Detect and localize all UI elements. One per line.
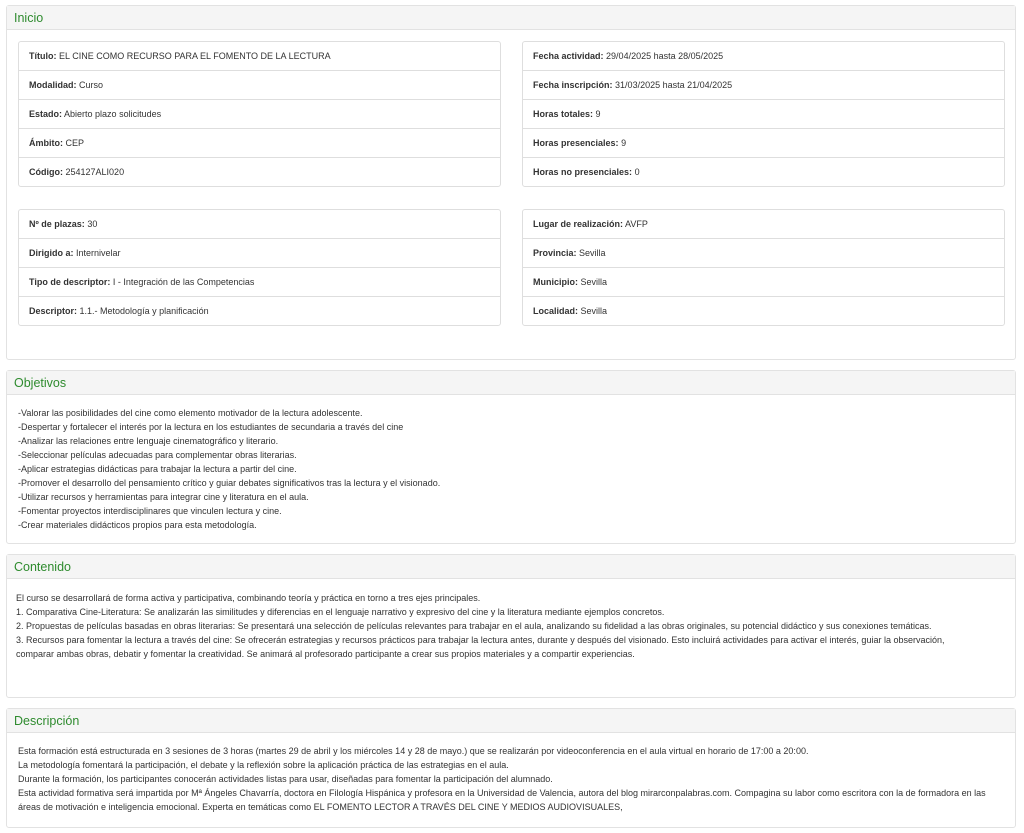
info-value: 0 xyxy=(634,167,640,177)
info-item xyxy=(19,210,500,238)
descripcion-text xyxy=(18,744,1005,814)
contenido-line: 2. Propuestas de películas basadas en obras literarias: Se presentará una selección de películas relevantes para trabajar en el aula, analizando su fidelidad a las obras originales, su potencial didáctico y sus conexiones temáticas. xyxy=(16,621,932,631)
objetivo-line: -Promover el desarrollo del pensamiento crítico y guiar debates significativos tras la lectura y el visionado. xyxy=(18,478,441,488)
objetivo-line: -Aplicar estrategias didácticas para trabajar la lectura a partir del cine. xyxy=(18,464,297,474)
info-item xyxy=(19,267,500,296)
descripcion-line: La metodología fomentará la participación, el debate y la reflexión sobre la aplicación práctica de las estrategias en el aula. xyxy=(18,760,509,770)
info-item xyxy=(19,99,500,128)
info-label: Horas presenciales: xyxy=(533,138,619,148)
info-value: 29/04/2025 hasta 28/05/2025 xyxy=(606,51,724,61)
descripcion-heading: Descripción xyxy=(7,709,1015,733)
info-item xyxy=(19,128,500,157)
objetivo-line: -Despertar y fortalecer el interés por la lectura en los estudiantes de secundaria a través del cine xyxy=(18,422,404,432)
info-value: Internivelar xyxy=(76,248,121,258)
info-label: Fecha inscripción: xyxy=(533,80,613,90)
info-label: Nº de plazas: xyxy=(29,219,85,229)
info-value: EL CINE COMO RECURSO PARA EL FOMENTO DE LA LECTURA xyxy=(59,51,331,61)
objetivo-line: -Seleccionar películas adecuadas para complementar obras literarias. xyxy=(18,450,297,460)
info-label: Dirigido a: xyxy=(29,248,74,258)
descripcion-line: Esta formación está estructurada en 3 sesiones de 3 horas (martes 29 de abril y los miércoles 14 y 28 de mayo.) que se realizarán por videoconferencia en el aula virtual en horario de 17:00 a 20:00. xyxy=(18,746,809,756)
objetivo-line: -Analizar las relaciones entre lenguaje cinematográfico y literario. xyxy=(18,436,279,446)
info-value: 254127ALI020 xyxy=(65,167,125,177)
info-item xyxy=(523,42,1004,70)
contenido-line: El curso se desarrollará de forma activa y participativa, combinando teoría y práctica en torno a tres ejes principales. xyxy=(16,593,481,603)
info-value: 9 xyxy=(621,138,627,148)
info-label: Localidad: xyxy=(533,306,579,316)
objetivos-panel xyxy=(6,370,1016,544)
info-value: AVFP xyxy=(625,219,648,229)
info-item xyxy=(523,296,1004,325)
info-value: Abierto plazo solicitudes xyxy=(64,109,162,119)
info-value: CEP xyxy=(65,138,85,148)
info-value: 31/03/2025 hasta 21/04/2025 xyxy=(615,80,733,90)
info-label: Tipo de descriptor: xyxy=(29,277,111,287)
objetivo-line: -Valorar las posibilidades del cine como elemento motivador de la lectura adolescente. xyxy=(18,408,363,418)
contenido-panel xyxy=(6,554,1016,698)
info-list-left-top xyxy=(18,41,501,187)
info-label: Municipio: xyxy=(533,277,578,287)
info-value: 1.1.- Metodología y planificación xyxy=(79,306,209,316)
contenido-text xyxy=(16,591,1005,661)
info-label: Modalidad: xyxy=(29,80,77,90)
contenido-line: 1. Comparativa Cine-Literatura: Se analizarán las similitudes y diferencias en el lenguaje narrativo y expresivo del cine y la literatura mediante ejemplos concretos. xyxy=(16,607,665,617)
info-label: Descriptor: xyxy=(29,306,78,316)
info-item xyxy=(19,70,500,99)
descripcion-line: Esta actividad formativa será impartida por Mª Ángeles Chavarría, doctora en Filología Hispánica y profesora en la Universidad de Valencia, autora del blog mirarconpalabras.com. Compagina su labor como escritora con la de formadora en las áreas de motivación e inteligencia emocional. Experta en temáticas como EL FOMENTO LECTOR A TRAVÉS DEL CINE Y MEDIOS AUDIOVISUALES, xyxy=(18,788,986,812)
objetivo-line: -Utilizar recursos y herramientas para integrar cine y literatura en el aula. xyxy=(18,492,309,502)
info-item xyxy=(523,267,1004,296)
info-item xyxy=(19,296,500,325)
info-label: Horas no presenciales: xyxy=(533,167,633,177)
info-label: Estado: xyxy=(29,109,63,119)
info-value: Sevilla xyxy=(580,277,608,287)
info-item xyxy=(523,99,1004,128)
info-label: Fecha actividad: xyxy=(533,51,604,61)
info-item xyxy=(19,238,500,267)
contenido-heading: Contenido xyxy=(7,555,1015,579)
info-label: Lugar de realización: xyxy=(533,219,624,229)
info-label: Horas totales: xyxy=(533,109,594,119)
objetivos-text xyxy=(18,406,1005,532)
info-value: Sevilla xyxy=(580,306,608,316)
info-item xyxy=(523,238,1004,267)
info-item xyxy=(523,128,1004,157)
inicio-panel xyxy=(6,5,1016,360)
inicio-heading: Inicio xyxy=(7,6,1015,30)
info-value: 30 xyxy=(87,219,98,229)
info-list-right-top xyxy=(522,41,1005,187)
info-label: Título: xyxy=(29,51,57,61)
info-list-right-bottom xyxy=(522,209,1005,326)
info-item xyxy=(523,210,1004,238)
info-item xyxy=(523,70,1004,99)
objetivo-line: -Fomentar proyectos interdisciplinares que vinculen lectura y cine. xyxy=(18,506,282,516)
info-value: 9 xyxy=(595,109,601,119)
info-value: I - Integración de las Competencias xyxy=(112,277,255,287)
contenido-line: 3. Recursos para fomentar la lectura a través del cine: Se ofrecerán estrategias y recursos prácticos para trabajar la lectura antes, durante y después del visionado. Esto incluirá actividades para activar el interés, guiar la observación, xyxy=(16,635,945,645)
info-label: Ámbito: xyxy=(29,138,63,148)
info-value: Curso xyxy=(79,80,104,90)
info-list-left-bottom xyxy=(18,209,501,326)
descripcion-panel xyxy=(6,708,1016,828)
info-label: Provincia: xyxy=(533,248,577,258)
info-value: Sevilla xyxy=(579,248,606,258)
descripcion-line: Durante la formación, los participantes conocerán actividades listas para usar, diseñadas para fomentar la participación del alumnado. xyxy=(18,774,553,784)
contenido-line: comparar ambas obras, debatir y fomentar la creatividad. Se animará al profesorado participante a crear sus propios materiales y a compartir experiencias. xyxy=(16,649,635,659)
objetivos-heading: Objetivos xyxy=(7,371,1015,395)
info-label: Código: xyxy=(29,167,63,177)
objetivo-line: -Crear materiales didácticos propios para esta metodología. xyxy=(18,520,257,530)
info-item xyxy=(19,157,500,186)
info-item xyxy=(19,42,500,70)
info-item xyxy=(523,157,1004,186)
